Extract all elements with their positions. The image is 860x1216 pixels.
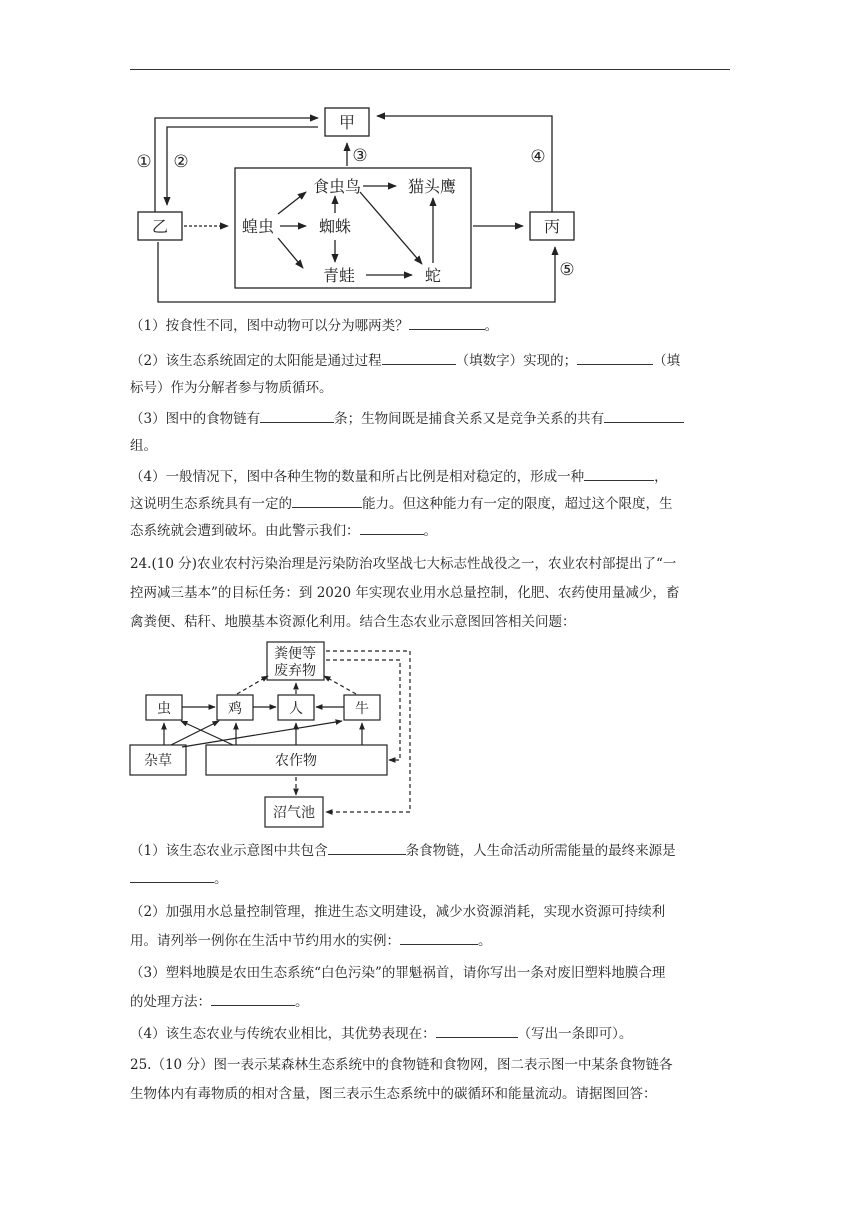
node-weeds: 杂草 bbox=[144, 753, 172, 769]
answer-blank[interactable] bbox=[577, 350, 653, 365]
answer-blank[interactable] bbox=[260, 408, 334, 423]
q24-part1: （1）该生态农业示意图中共包含 条食物链，人生命活动所需能量的最终来源是 bbox=[130, 838, 730, 865]
node-locust: 蝗虫 bbox=[241, 217, 275, 236]
answer-blank[interactable] bbox=[409, 315, 485, 330]
q24-intro-line2: 控两减三基本”的目标任务：到 2020 年实现农业用水总量控制，化肥、农药使用量减少，畜 bbox=[130, 585, 680, 601]
node-insect-bird: 食虫鸟 bbox=[312, 177, 362, 196]
q24-intro-line1: 24.(10 分)农业农村污染治理是污染防治攻坚战七大标志性战役之一，农业农村部提出了“一 bbox=[130, 556, 677, 572]
q23-part3: （3）图中的食物链有 条；生物间既是捕食关系又是竞争关系的共有 bbox=[130, 406, 730, 433]
answer-blank[interactable] bbox=[584, 466, 654, 481]
answer-blank[interactable] bbox=[130, 868, 214, 883]
q24-part2-cont: 用。请列举一例你在生活中节约用水的实例： 。 bbox=[130, 928, 730, 955]
q24-intro-line3: 禽粪便、秸秆、地膜基本资源化利用。结合生态农业示意图回答相关问题： bbox=[130, 614, 576, 630]
node-jia: 甲 bbox=[338, 113, 356, 132]
q24-part3: （3）塑料地膜是农田生态系统“白色污染”的罪魁祸首，请你写出一条对废旧塑料地膜合理 bbox=[130, 965, 666, 981]
q23-part4: （4）一般情况下，图中各种生物的数量和所占比例是相对稳定的，形成一种 ， bbox=[130, 464, 730, 491]
node-spider: 蜘蛛 bbox=[318, 217, 352, 236]
node-owl: 猫头鹰 bbox=[407, 177, 457, 196]
node-insect: 虫 bbox=[157, 701, 171, 717]
q23-part3-cont: 组。 bbox=[130, 438, 157, 454]
q24-part3-cont: 的处理方法： 。 bbox=[130, 989, 730, 1016]
q24-part1-cont: 。 bbox=[130, 866, 730, 893]
node-snake: 蛇 bbox=[424, 266, 442, 285]
answer-blank[interactable] bbox=[436, 1023, 518, 1038]
q23-part4-cont: 这说明生态系统具有一定的 能力。但这种能力有一定的限度，超过这个限度，生 bbox=[130, 491, 730, 518]
answer-blank[interactable] bbox=[382, 350, 456, 365]
q24-part2: （2）加强用水总量控制管理，推进生态文明建设，减少水资源消耗，实现水资源可持续利 bbox=[130, 904, 666, 920]
node-human: 人 bbox=[289, 701, 303, 717]
q23-part2: （2）该生态系统固定的太阳能是通过过程 （填数字）实现的； （填 bbox=[130, 348, 730, 375]
q23-part4-cont2: 态系统就会遭到破坏。由此警示我们： 。 bbox=[130, 518, 730, 545]
node-cattle: 牛 bbox=[355, 701, 369, 717]
node-bing: 丙 bbox=[543, 217, 561, 236]
waste-line2: 废弃物 bbox=[274, 663, 316, 679]
q25-intro-line1: 25.（10 分）图一表示某森林生态系统中的食物链和食物网，图二表示图一中某条食物链各 bbox=[130, 1057, 673, 1073]
q23-part2-cont: 标号）作为分解者参与物质循环。 bbox=[130, 380, 333, 396]
answer-blank[interactable] bbox=[604, 408, 684, 423]
answer-blank[interactable] bbox=[360, 520, 424, 535]
node-frog: 青蛙 bbox=[322, 266, 356, 285]
q25-intro-line2: 生物体内有毒物质的相对含量，图三表示生态系统中的碳循环和能量流动。请据图回答： bbox=[130, 1086, 657, 1102]
answer-blank[interactable] bbox=[292, 493, 362, 508]
arrow-label-3: ③ bbox=[352, 146, 368, 166]
node-biogas: 沼气池 bbox=[273, 805, 315, 821]
node-yi: 乙 bbox=[151, 217, 169, 236]
q23-part1: （1）按食性不同，图中动物可以分为哪两类？ 。 bbox=[130, 313, 730, 340]
answer-blank[interactable] bbox=[328, 840, 406, 855]
arrow-label-2: ② bbox=[173, 152, 189, 172]
arrow-label-5: ⑤ bbox=[559, 260, 575, 280]
arrow-label-4: ④ bbox=[530, 147, 546, 167]
arrow-label-1: ① bbox=[136, 152, 152, 172]
waste-line1: 粪便等 bbox=[274, 646, 316, 662]
answer-blank[interactable] bbox=[211, 991, 295, 1006]
answer-blank[interactable] bbox=[400, 930, 478, 945]
food-web-diagram bbox=[0, 0, 860, 320]
q24-part4: （4）该生态农业与传统农业相比，其优势表现在： （写出一条即可）。 bbox=[130, 1021, 730, 1048]
node-crops: 农作物 bbox=[275, 753, 317, 769]
node-chicken: 鸡 bbox=[228, 701, 242, 717]
